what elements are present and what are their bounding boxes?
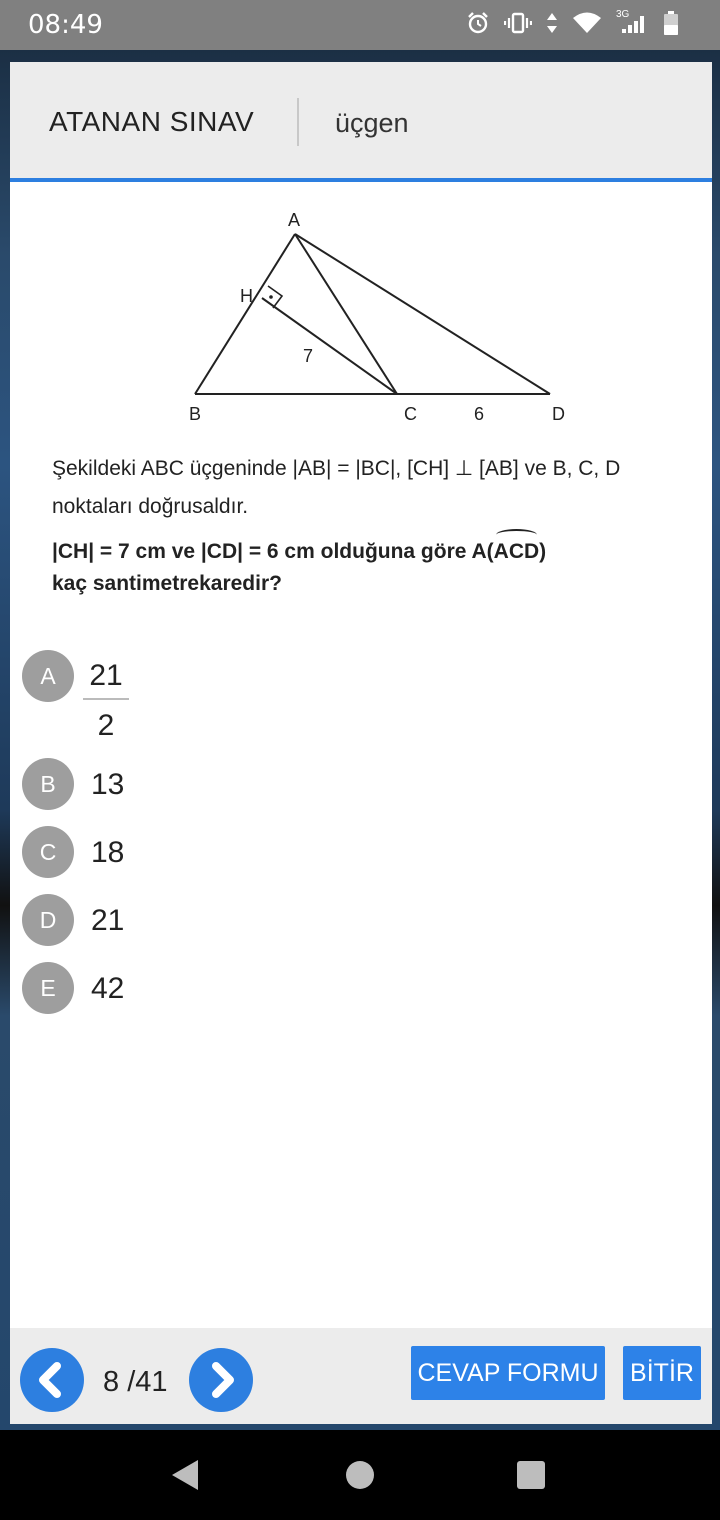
- system-navigation-bar: [0, 1430, 720, 1520]
- choice-a-denominator: 2: [97, 709, 115, 742]
- label-cd-length: 6: [474, 404, 485, 424]
- choice-c-badge[interactable]: C: [22, 826, 74, 878]
- status-bar: [0, 0, 720, 50]
- choice-e-value[interactable]: 42: [91, 972, 125, 1005]
- choice-a-badge[interactable]: A: [22, 650, 74, 702]
- choice-e[interactable]: [22, 962, 322, 1014]
- choice-a-fraction[interactable]: [83, 658, 129, 744]
- back-icon[interactable]: [168, 1458, 202, 1492]
- vibrate-icon: [504, 11, 532, 35]
- segment-ab: [195, 234, 295, 394]
- choice-c-value[interactable]: 18: [91, 836, 125, 869]
- choice-b[interactable]: [22, 758, 322, 810]
- header-divider: [297, 98, 299, 146]
- finish-button[interactable]: BİTİR: [623, 1346, 701, 1400]
- card-header: [10, 62, 712, 178]
- right-angle-dot: [269, 295, 273, 299]
- label-ch-length: 7: [303, 346, 314, 366]
- label-c: C: [404, 404, 417, 424]
- wifi-icon: [572, 11, 602, 35]
- segment-ad: [295, 234, 550, 394]
- data-arrows-icon: [546, 11, 558, 35]
- header-accent-rule: [10, 178, 712, 182]
- choice-c[interactable]: [22, 826, 322, 878]
- total-question-count: 41: [135, 1366, 168, 1398]
- label-d: D: [552, 404, 565, 424]
- chevron-right-icon: [189, 1348, 253, 1412]
- label-b: B: [189, 404, 202, 424]
- recents-icon[interactable]: [517, 1461, 545, 1489]
- choice-b-badge[interactable]: B: [22, 758, 74, 810]
- status-icons: [466, 10, 678, 36]
- question-ask-arc: ACD: [494, 536, 540, 568]
- choice-d-value[interactable]: 21: [91, 904, 125, 937]
- triangle-figure: [170, 202, 590, 432]
- network-type-label: 3G: [616, 9, 630, 20]
- exam-subject: üçgen: [335, 108, 409, 138]
- home-icon[interactable]: [345, 1460, 375, 1490]
- choice-a-numerator: 21: [89, 659, 123, 692]
- question-ask-suffix: ): [539, 540, 547, 563]
- current-question-number: 8: [103, 1366, 120, 1398]
- choice-d-badge[interactable]: D: [22, 894, 74, 946]
- answer-form-button[interactable]: CEVAP FORMU: [411, 1346, 605, 1400]
- exam-card: [10, 62, 712, 1424]
- choice-d[interactable]: [22, 894, 322, 946]
- choice-b-value[interactable]: 13: [91, 768, 125, 801]
- fraction-bar: [83, 698, 129, 700]
- alarm-icon: [466, 11, 490, 35]
- signal-3g-icon: [616, 11, 650, 35]
- question-statement: Şekildeki ABC üçgeninde |AB| = |BC|, [CH] ⊥ [AB] ve B, C, D noktaları doğrusaldır.: [52, 457, 621, 518]
- question-ask: [52, 536, 690, 600]
- segment-ac: [295, 234, 397, 394]
- page-counter: [103, 1366, 168, 1399]
- question-ask-prefix: |CH| = 7 cm ve |CD| = 6 cm olduğuna göre A(: [52, 540, 494, 563]
- exam-title: ATANAN SINAV: [49, 106, 255, 137]
- next-question-button[interactable]: [189, 1348, 253, 1412]
- segment-ch: [262, 298, 397, 394]
- page-separator: /: [127, 1366, 136, 1398]
- previous-question-button[interactable]: [20, 1348, 84, 1412]
- label-a: A: [288, 210, 301, 230]
- status-time: 08:49: [28, 10, 103, 40]
- choice-a[interactable]: [22, 650, 322, 702]
- question-ask-line2: kaç santimetrekaredir?: [52, 572, 282, 595]
- battery-icon: [664, 11, 678, 35]
- label-h: H: [240, 286, 253, 306]
- choice-e-badge[interactable]: E: [22, 962, 74, 1014]
- question-navigation-bar: [10, 1328, 712, 1424]
- chevron-left-icon: [20, 1348, 84, 1412]
